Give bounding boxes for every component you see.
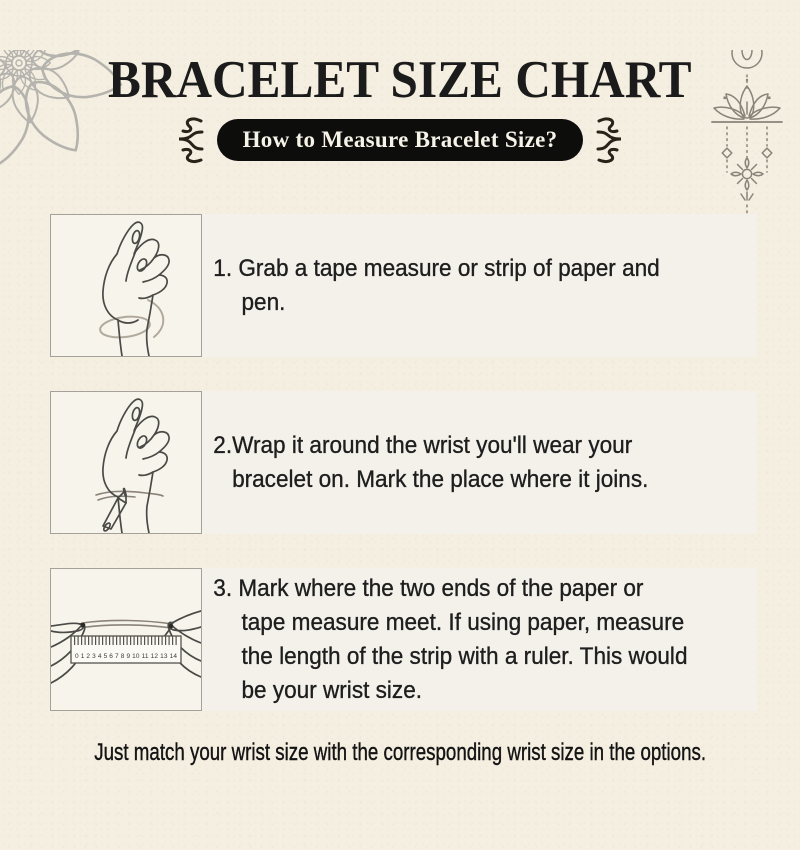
step-line: be your wrist size. [241,676,423,704]
fist-with-tape-icon [51,215,201,356]
footer-note: Just match your wrist size with the corresponding wrist size in the options. [94,739,706,766]
step-line: 1. Grab a tape measure or strip of paper and [213,254,660,282]
how-to-measure-badge: How to Measure Bracelet Size? [217,119,584,161]
flourish-left-icon [172,115,206,165]
step-line: 2.Wrap it around the wrist you'll wear your [213,431,633,459]
step2-figure-box [50,391,202,534]
step-line: bracelet on. Mark the place where it joins. [232,465,649,493]
step-line: 3. Mark where the two ends of the paper or [213,574,644,602]
step-row-2 [50,391,757,534]
bracelet-size-chart-page [0,50,800,850]
step-line: pen. [241,288,286,316]
step-line: tape measure meet. If using paper, measure [241,608,685,636]
ruler-numbers: 0 1 2 3 4 5 6 7 8 9 10 11 12 13 14 [75,653,177,660]
page-title [0,50,800,110]
footer-row [0,739,800,767]
step-line: the length of the strip with a ruler. This would [241,642,688,670]
step3-text [202,568,724,711]
step1-figure-box [50,214,202,357]
step1-text [202,214,724,357]
steps-list [50,214,757,711]
step3-figure-box [50,568,202,711]
step-row-1 [50,214,757,357]
page-title-text: BRACELET SIZE CHART [108,51,692,109]
step-row-3 [50,568,757,711]
badge-row [0,116,800,164]
hands-with-ruler-icon [51,569,201,710]
fist-with-pen-icon [51,392,201,533]
flourish-right-icon [594,115,628,165]
step2-text [202,391,724,534]
